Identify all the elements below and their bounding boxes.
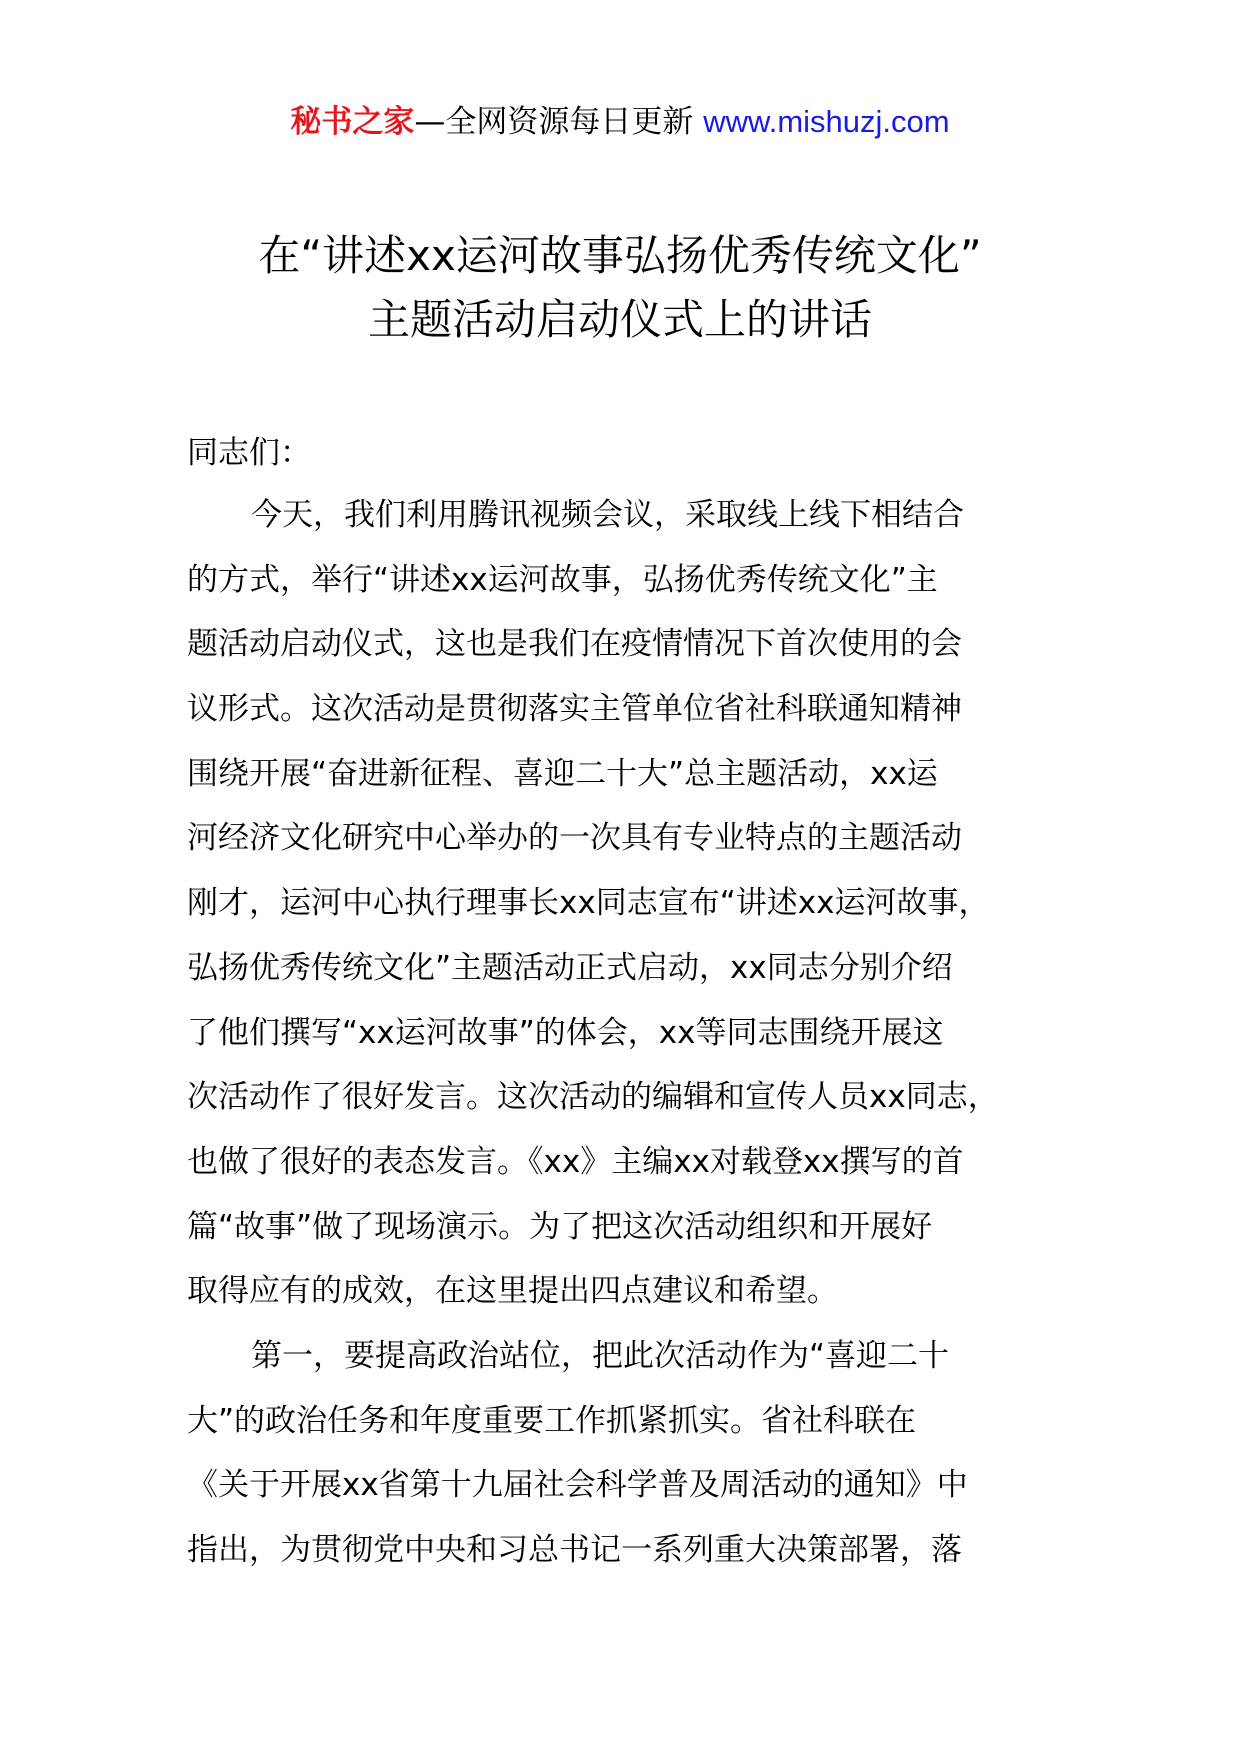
site-url-link[interactable]: www.mishuzj.com [703, 104, 950, 139]
body-line: 议形式。这次活动是贯彻落实主管单位省社科联通知精神 [187, 691, 962, 728]
document-title [0, 224, 1240, 352]
body-line: 次活动作了很好发言。这次活动的编辑和宣传人员xx同志， [187, 1079, 999, 1116]
header-tagline: —全网资源每日更新 [414, 104, 704, 140]
document-body [187, 490, 1067, 1590]
body-line: 了他们撰写“xx运河故事”的体会，xx等同志围绕开展这 [187, 1014, 944, 1051]
title-line-1: 在“讲述xx运河故事弘扬优秀传统文化” [258, 231, 982, 280]
body-line: 今天，我们利用腾讯视频会议，采取线上线下相结合 [251, 497, 964, 533]
body-line: 河经济文化研究中心举办的一次具有专业特点的主题活动 [187, 820, 962, 857]
body-line: 《关于开展xx省第十九届社会科学普及周活动的通知》中 [187, 1467, 968, 1504]
body-line: 第一，要提高政治站位，把此次活动作为“喜迎二十 [251, 1337, 950, 1374]
body-line: 篇“故事”做了现场演示。为了把这次活动组织和开展好 [187, 1208, 933, 1245]
body-line: 的方式，举行“讲述xx运河故事，弘扬优秀传统文化”主 [187, 561, 938, 598]
body-line: 刚才，运河中心执行理事长xx同志宣布“讲述xx运河故事， [187, 885, 990, 922]
body-line: 围绕开展“奋进新征程、喜迎二十大”总主题活动，xx运 [187, 755, 938, 792]
body-line: 也做了很好的表态发言。《xx》主编xx对载登xx撰写的首 [187, 1143, 964, 1180]
body-line: 指出，为贯彻党中央和习总书记一系列重大决策部署，落 [187, 1532, 962, 1568]
body-line: 大”的政治任务和年度重要工作抓紧抓实。省社科联在 [187, 1402, 917, 1439]
page-header [0, 100, 1240, 144]
brand-name: 秘书之家 [290, 104, 415, 140]
body-line: 取得应有的成效，在这里提出四点建议和希望。 [187, 1273, 838, 1310]
salutation: 同志们： [187, 435, 311, 471]
title-line-2: 主题活动启动仪式上的讲话 [367, 295, 872, 344]
body-line: 弘扬优秀传统文化”主题活动正式启动，xx同志分别介绍 [187, 949, 953, 986]
body-line: 题活动启动仪式，这也是我们在疫情情况下首次使用的会 [187, 626, 962, 663]
